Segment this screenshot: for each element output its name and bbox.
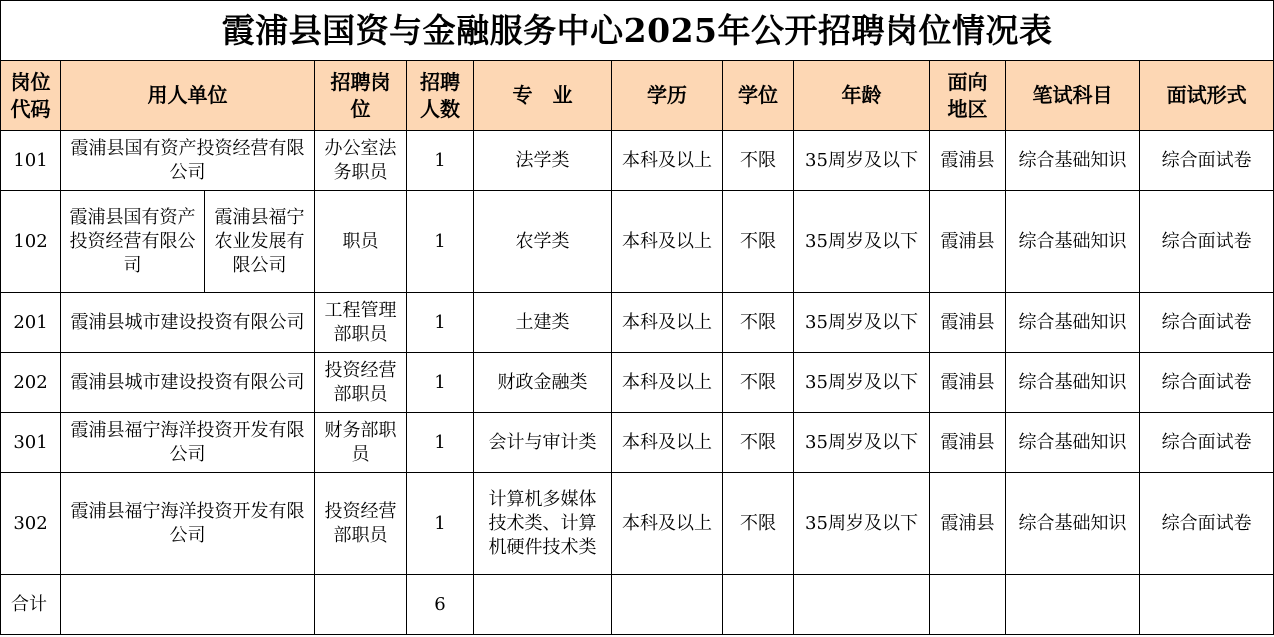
cell-age: 35周岁及以下 [794,473,930,575]
cell-position: 工程管理部职员 [315,293,407,353]
cell-code: 302 [1,473,61,575]
cell-count: 1 [407,413,474,473]
cell-interview: 综合面试卷 [1140,191,1274,293]
cell-unit: 霞浦县城市建设投资有限公司 [61,353,315,413]
empty-cell [1006,575,1140,635]
cell-degree: 不限 [723,473,794,575]
cell-degree: 不限 [723,353,794,413]
empty-cell [612,575,723,635]
cell-age: 35周岁及以下 [794,191,930,293]
cell-interview: 综合面试卷 [1140,131,1274,191]
empty-cell [930,575,1006,635]
cell-region: 霞浦县 [930,353,1006,413]
table-row [1,353,1274,413]
cell-education: 本科及以上 [612,191,723,293]
header-interview: 面试形式 [1140,61,1274,131]
header-position: 招聘岗位 [315,61,407,131]
table-row [1,413,1274,473]
cell-education: 本科及以上 [612,413,723,473]
table-row [1,293,1274,353]
empty-cell [315,575,407,635]
cell-code: 301 [1,413,61,473]
cell-region: 霞浦县 [930,293,1006,353]
cell-exam: 综合基础知识 [1006,413,1140,473]
cell-position: 投资经营部职员 [315,353,407,413]
cell-code: 201 [1,293,61,353]
cell-degree: 不限 [723,191,794,293]
header-exam: 笔试科目 [1006,61,1140,131]
cell-count: 1 [407,131,474,191]
cell-region: 霞浦县 [930,131,1006,191]
header-degree: 学位 [723,61,794,131]
cell-age: 35周岁及以下 [794,353,930,413]
cell-interview: 综合面试卷 [1140,293,1274,353]
cell-major: 土建类 [474,293,612,353]
cell-exam: 综合基础知识 [1006,131,1140,191]
cell-interview: 综合面试卷 [1140,413,1274,473]
cell-major: 会计与审计类 [474,413,612,473]
cell-exam: 综合基础知识 [1006,353,1140,413]
cell-interview: 综合面试卷 [1140,353,1274,413]
cell-age: 35周岁及以下 [794,413,930,473]
cell-code: 101 [1,131,61,191]
header-code: 岗位代码 [1,61,61,131]
cell-unit: 霞浦县国有资产投资经营有限公司 [61,131,315,191]
total-count: 6 [407,575,474,635]
cell-exam: 综合基础知识 [1006,473,1140,575]
cell-region: 霞浦县 [930,413,1006,473]
table-row [1,191,1274,293]
total-row [1,575,1274,635]
total-label: 合计 [1,575,61,635]
cell-interview: 综合面试卷 [1140,473,1274,575]
cell-education: 本科及以上 [612,131,723,191]
table-row [1,131,1274,191]
cell-education: 本科及以上 [612,473,723,575]
cell-unit: 霞浦县福宁海洋投资开发有限公司 [61,473,315,575]
empty-cell [61,575,315,635]
cell-exam: 综合基础知识 [1006,191,1140,293]
header-count: 招聘人数 [407,61,474,131]
empty-cell [474,575,612,635]
empty-cell [723,575,794,635]
cell-degree: 不限 [723,413,794,473]
cell-unit: 霞浦县福宁海洋投资开发有限公司 [61,413,315,473]
cell-code: 102 [1,191,61,293]
cell-count: 1 [407,293,474,353]
cell-degree: 不限 [723,293,794,353]
cell-education: 本科及以上 [612,293,723,353]
cell-position: 投资经营部职员 [315,473,407,575]
cell-unit-b: 霞浦县福宁农业发展有限公司 [205,191,315,293]
header-unit: 用人单位 [61,61,315,131]
empty-cell [794,575,930,635]
cell-unit-a: 霞浦县国有资产投资经营有限公司 [61,191,205,293]
cell-region: 霞浦县 [930,473,1006,575]
cell-count: 1 [407,473,474,575]
header-row [1,61,1274,131]
header-age: 年龄 [794,61,930,131]
empty-cell [1140,575,1274,635]
cell-position: 办公室法务职员 [315,131,407,191]
cell-count: 1 [407,191,474,293]
cell-code: 202 [1,353,61,413]
cell-exam: 综合基础知识 [1006,293,1140,353]
cell-count: 1 [407,353,474,413]
cell-unit: 霞浦县城市建设投资有限公司 [61,293,315,353]
cell-position: 财务部职员 [315,413,407,473]
cell-major: 农学类 [474,191,612,293]
header-major: 专 业 [474,61,612,131]
cell-degree: 不限 [723,131,794,191]
header-education: 学历 [612,61,723,131]
cell-education: 本科及以上 [612,353,723,413]
cell-age: 35周岁及以下 [794,131,930,191]
page-title: 霞浦县国资与金融服务中心2025年公开招聘岗位情况表 [1,1,1274,61]
cell-major: 财政金融类 [474,353,612,413]
cell-region: 霞浦县 [930,191,1006,293]
cell-age: 35周岁及以下 [794,293,930,353]
cell-major: 法学类 [474,131,612,191]
cell-major: 计算机多媒体技术类、计算机硬件技术类 [474,473,612,575]
header-region: 面向地区 [930,61,1006,131]
table-row [1,473,1274,575]
cell-position: 职员 [315,191,407,293]
